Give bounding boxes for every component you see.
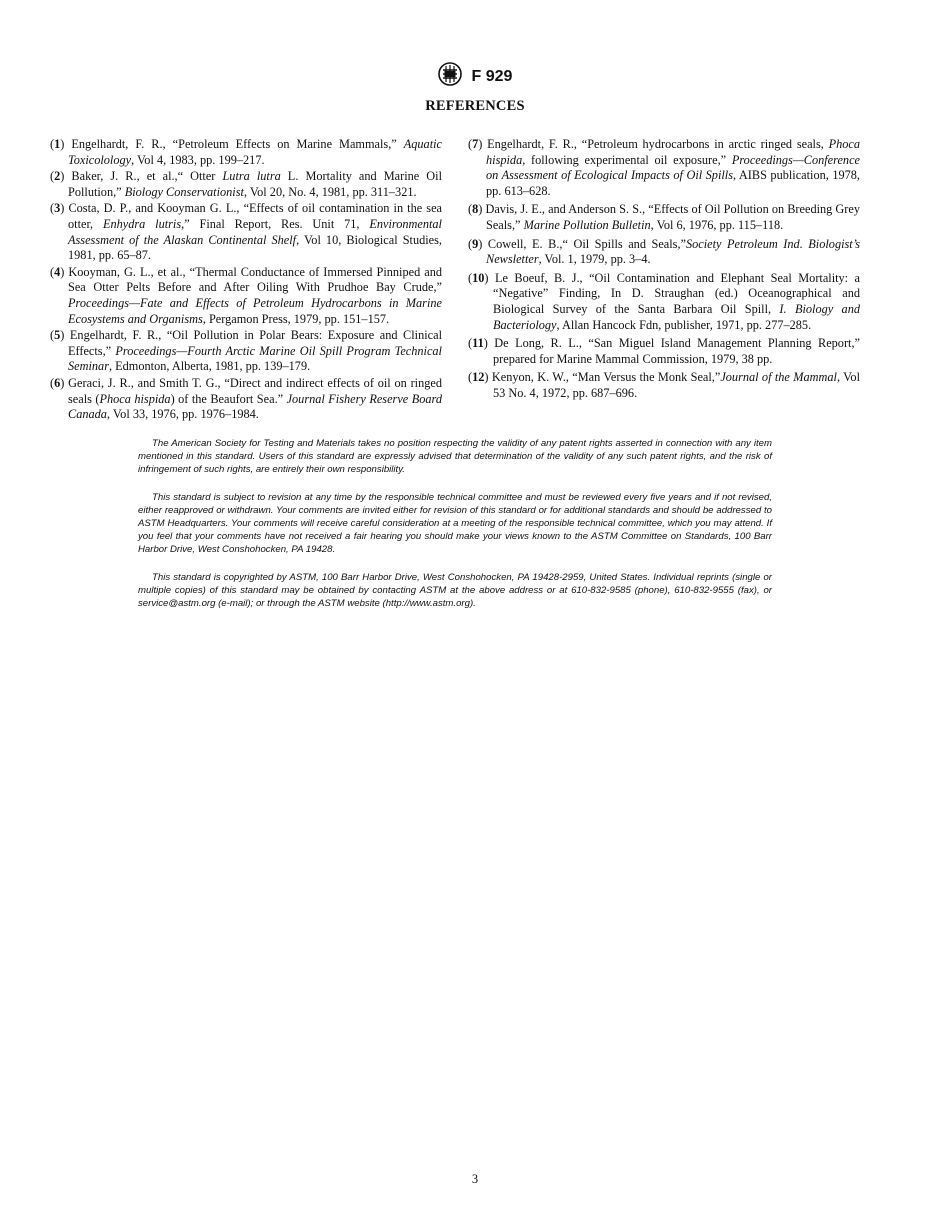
reference-number-value: 6 xyxy=(54,375,61,390)
page-number: 3 xyxy=(471,1172,479,1186)
reference-text: Geraci, J. R., and Smith T. G., “Direct and indirect effects of oil on ringed seals ( xyxy=(68,375,443,406)
reference-number-value: 12 xyxy=(472,370,485,385)
reference-number-value: 9 xyxy=(472,236,479,251)
standard-designation: F 929 xyxy=(471,67,513,85)
reference-text: , Edmonton, Alberta, 1981, pp. 139–179. xyxy=(109,359,311,374)
reference-number: (4) xyxy=(50,264,69,279)
reference-title-italic: Aquatic Toxicolology xyxy=(68,137,442,167)
reference-title-italic: Proceedings—Fourth Arctic Marine Oil Spill Program Technical Seminar xyxy=(68,343,442,374)
reference-title-italic: Marine Pollution Bulletin xyxy=(523,217,651,232)
astm-logo-icon xyxy=(438,62,462,91)
reference-item xyxy=(50,137,442,168)
reference-text: , Vol. 1, 1979, pp. 3–4. xyxy=(538,252,651,267)
reference-number: (7) xyxy=(468,137,488,151)
reference-number-value: 5 xyxy=(54,328,61,343)
reference-number-value: 11 xyxy=(472,336,484,351)
reference-item xyxy=(50,328,442,375)
copyright-notice: This standard is copyrighted by ASTM, 100 Barr Harbor Drive, West Conshohocken, PA 19428-2959, United States. Individual reprints (single or multiple copies) of this standard may be obtained by contacting ASTM at the above address or at 610-832-9585 (phone), 610-832-9555 (fax), or service@astm.org (e-mail); or through the ASTM website (http://www.astm.org). xyxy=(138,571,772,610)
reference-text: Engelhardt, F. R., “Petroleum Effects on Marine Mammals,” xyxy=(71,137,404,151)
references-left-column xyxy=(50,137,442,424)
page-header xyxy=(0,62,950,91)
reference-text: ,” Final Report, Res. Unit 71, xyxy=(181,216,370,231)
reference-number-value: 8 xyxy=(472,202,479,217)
reference-text: , following experimental oil exposure,” xyxy=(522,152,732,167)
reference-item xyxy=(50,265,442,327)
revision-notice: This standard is subject to revision at any time by the responsible technical committee and must be reviewed every five years and if not revised, either reapproved or withdrawn. Your comments are invited either for revision of this standard or for additional standards and should be addressed to ASTM Headquarters. Your comments will receive careful consideration at a meeting of the responsible technical committee, which you may attend. If you feel that your comments have not received a fair hearing you should make your views known to the ASTM Committee on Standards, 100 Barr Harbor Drive, West Conshohocken, PA 19428. xyxy=(138,491,772,556)
reference-text: Davis, J. E., and Anderson S. S., “Effects of Oil Pollution on Breeding Grey Seals,” xyxy=(485,202,860,232)
reference-number: (8) xyxy=(468,202,486,217)
reference-text: ) of the Beaufort Sea.” xyxy=(170,391,287,406)
reference-title-italic: Phoca hispida xyxy=(99,391,171,406)
reference-number-value: 4 xyxy=(54,264,61,279)
reference-text: , Vol 6, 1976, pp. 115–118. xyxy=(650,217,784,232)
reference-item xyxy=(50,201,442,263)
reference-text: De Long, R. L., “San Miguel Island Management Planning Report,” prepared for Marine Mammal Commission, 1979, 38 pp. xyxy=(493,336,860,366)
reference-text: , Vol 10, Biological Studies, 1981, pp. 65–87. xyxy=(68,232,442,263)
reference-number-value: 2 xyxy=(54,169,61,184)
reference-text: , Vol 33, 1976, pp. 1976–1984. xyxy=(106,407,259,422)
reference-text: , Pergamon Press, 1979, pp. 151–157. xyxy=(202,311,390,326)
reference-text: , Vol 4, 1983, pp. 199–217. xyxy=(131,152,265,167)
reference-text: Cowell, E. B.,“ Oil Spills and Seals,” xyxy=(487,236,686,251)
reference-number: (1) xyxy=(50,137,72,151)
reference-item xyxy=(50,169,442,200)
reference-text: , AIBS publication, 1978, pp. 613–628. xyxy=(486,168,860,198)
reference-text: Le Boeuf, B. J., “Oil Contamination and Elephant Seal Mortality: a “Negative” Finding, In D. Straughan (ed.) Oceanographical and Biological Survey of the Santa Barbara Oil Spill, xyxy=(493,270,861,316)
reference-text: , Vol 53 No. 4, 1972, pp. 687–696. xyxy=(493,370,860,400)
reference-number: (2) xyxy=(50,169,72,184)
reference-number: (6) xyxy=(50,375,69,390)
reference-text: Costa, D. P., and Kooyman G. L., “Effects of oil contamination in the sea otter, xyxy=(68,201,442,231)
reference-number-value: 1 xyxy=(54,137,61,151)
reference-text: Kenyon, K. W., “Man Versus the Monk Seal,” xyxy=(491,370,721,385)
reference-item xyxy=(468,137,860,199)
reference-number: (11) xyxy=(468,336,495,351)
reference-text: L. Mortality and Marine Oil Pollution,” xyxy=(68,169,442,199)
reference-number: (5) xyxy=(50,328,70,343)
references-heading: REFERENCES xyxy=(425,98,525,114)
reference-title-italic: Proceedings—Conference on Assessment of Ecological Impacts of Oil Spills xyxy=(486,152,860,183)
reference-item xyxy=(468,202,860,233)
reference-item xyxy=(468,370,860,401)
reference-title-italic: Enhydra lutris xyxy=(102,216,182,231)
reference-number: (3) xyxy=(50,201,69,216)
reference-number: (10) xyxy=(468,270,495,285)
reference-title-italic: Lutra lutra xyxy=(222,169,281,184)
reference-item xyxy=(50,376,442,423)
reference-title-italic: Journal of the Mammal xyxy=(720,370,837,385)
reference-title-italic: Proceedings—Fate and Effects of Petroleum Hydrocarbons in Marine Ecosystems and Organisms xyxy=(68,295,442,326)
reference-text: , Allan Hancock Fdn, publisher, 1971, pp. 277–285. xyxy=(556,317,812,332)
astm-notices xyxy=(138,437,772,624)
reference-item xyxy=(468,237,860,268)
reference-title-italic: I. Biology and Bacteriology xyxy=(493,301,860,332)
reference-number: (9) xyxy=(468,236,488,251)
reference-title-italic: Journal Fishery Reserve Board Canada xyxy=(68,391,442,422)
patent-notice: The American Society for Testing and Materials takes no position respecting the validity of any patent rights asserted in connection with any item mentioned in this standard. Users of this standard are expressly advised that determination of the validity of any such patent rights, and the risk of infringement of such rights, are entirely their own responsibility. xyxy=(138,438,772,476)
reference-number-value: 3 xyxy=(54,201,61,216)
reference-text: , Vol 20, No. 4, 1981, pp. 311–321. xyxy=(243,184,417,199)
reference-title-italic: Phoca hispida xyxy=(486,137,860,167)
reference-text: Kooyman, G. L., et al., “Thermal Conductance of Immersed Pinniped and Sea Otter Pelts Before and After Oiling With Prudhoe Bay Crude,” xyxy=(68,264,442,295)
reference-title-italic: Environmental Assessment of the Alaskan Continental Shelf xyxy=(68,216,442,247)
reference-item xyxy=(468,336,860,367)
reference-number-value: 10 xyxy=(472,270,485,285)
reference-item xyxy=(468,271,860,333)
references-right-column xyxy=(468,137,860,405)
reference-number: (12) xyxy=(468,370,492,385)
reference-title-italic: Biology Conservationist xyxy=(124,184,244,199)
reference-text: Baker, J. R., et al.,“ Otter xyxy=(71,169,223,184)
reference-text: Engelhardt, F. R., “Petroleum hydrocarbons in arctic ringed seals, xyxy=(487,137,829,151)
reference-text: Engelhardt, F. R., “Oil Pollution in Polar Bears: Exposure and Clinical Effects,” xyxy=(68,328,442,358)
reference-number-value: 7 xyxy=(472,137,479,151)
reference-title-italic: Society Petroleum Ind. Biologist’s Newsletter xyxy=(486,236,861,267)
